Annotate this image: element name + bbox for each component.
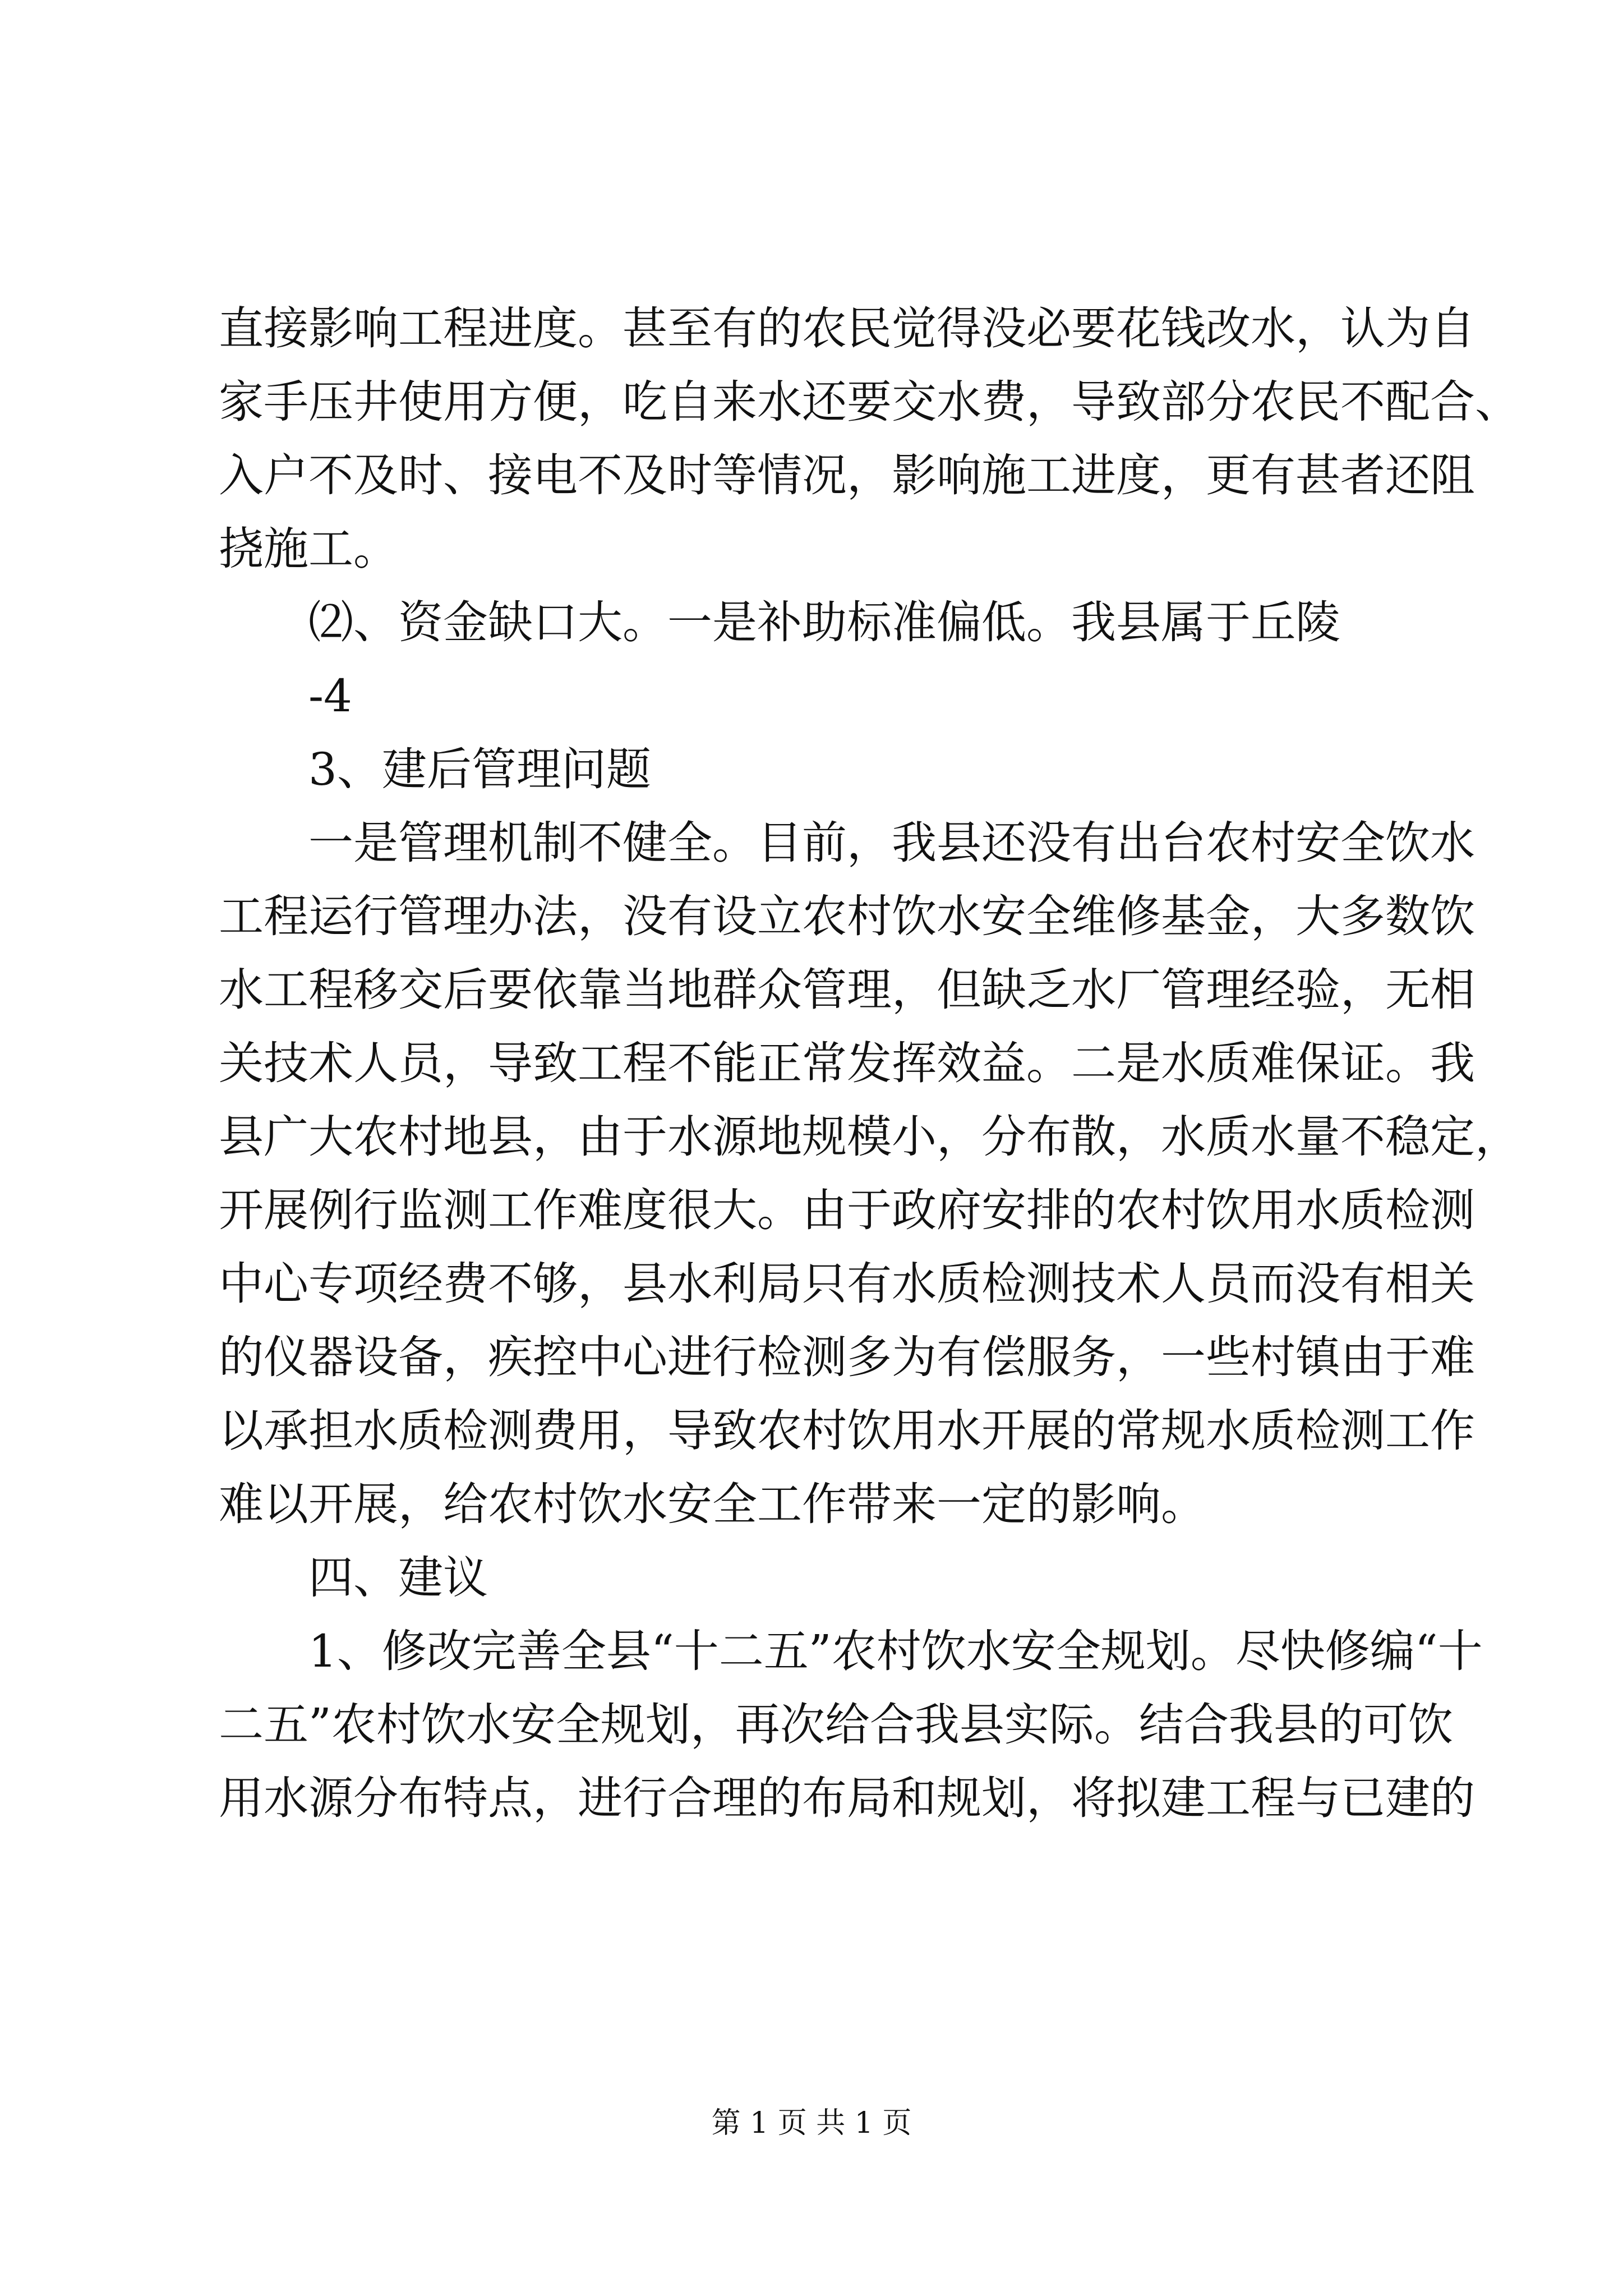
paragraph-line: 工程运行管理办法，没有设立农村饮水安全维修基金，大多数饮 bbox=[219, 890, 1475, 942]
paragraph-line: 县广大农村地县，由于水源地规模小，分布散，水质水量不稳定， bbox=[219, 1111, 1520, 1163]
paragraph-line: 二五”农村饮水安全规划，再次给合我县实际。结合我县的可饮 bbox=[219, 1699, 1453, 1751]
paragraph-line: 开展例行监测工作难度很大。由于政府安排的农村饮用水质检测 bbox=[219, 1184, 1475, 1236]
paragraph-line: 的仪器设备，疾控中心进行检测多为有偿服务，一些村镇由于难 bbox=[219, 1331, 1475, 1383]
section-heading: 四、建议 bbox=[308, 1552, 488, 1604]
paragraph-line: 一是管理机制不健全。目前，我县还没有出台农村安全饮水 bbox=[308, 817, 1475, 869]
document-body bbox=[219, 292, 1520, 1835]
paragraph-line: 直接影响工程进度。甚至有的农民觉得没必要花钱改水，认为自 bbox=[219, 302, 1475, 355]
paragraph-line: -4 bbox=[308, 670, 352, 722]
paragraph-line: 中心专项经费不够，县水利局只有水质检测技术人员而没有相关 bbox=[219, 1258, 1475, 1310]
paragraph-line: 水工程移交后要依靠当地群众管理，但缺乏水厂管理经验，无相 bbox=[219, 964, 1475, 1016]
paragraph-line: 1、修改完善全县“十二五”农村饮水安全规划。尽快修编“十 bbox=[308, 1625, 1483, 1677]
paragraph-line: 难以开展，给农村饮水安全工作带来一定的影响。 bbox=[219, 1478, 1206, 1530]
paragraph-line: 用水源分布特点，进行合理的布局和规划，将拟建工程与已建的 bbox=[219, 1772, 1475, 1824]
paragraph-line: 入户不及时、接电不及时等情况，影响施工进度，更有甚者还阻 bbox=[219, 449, 1475, 501]
paragraph-line: ⑵、资金缺口大。一是补助标准偏低。我县属于丘陵 bbox=[308, 596, 1340, 648]
paragraph-line: 挠施工。 bbox=[219, 523, 398, 575]
paragraph-line: 家手压井使用方便，吃自来水还要交水费，导致部分农民不配合、 bbox=[219, 376, 1520, 428]
paragraph-line: 关技术人员，导致工程不能正常发挥效益。二是水质难保证。我 bbox=[219, 1037, 1475, 1089]
section-heading: 3、建后管理问题 bbox=[308, 743, 651, 795]
page-footer: 第 1 页 共 1 页 bbox=[711, 2106, 912, 2140]
paragraph-line: 以承担水质检测费用，导致农村饮用水开展的常规水质检测工作 bbox=[219, 1405, 1475, 1457]
